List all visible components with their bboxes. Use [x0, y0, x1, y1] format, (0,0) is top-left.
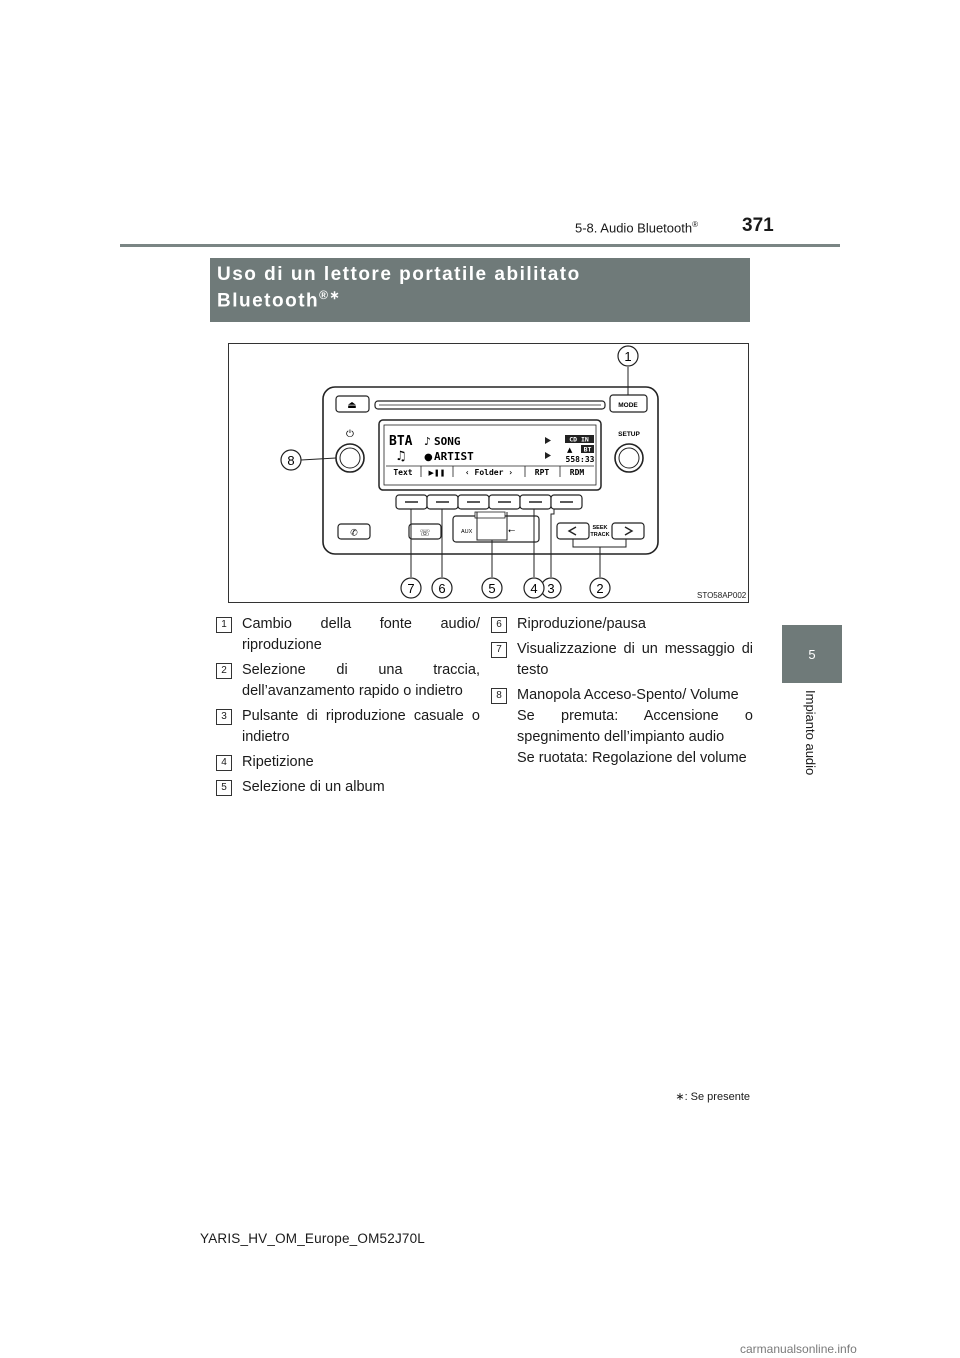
- section-title-box: [210, 258, 750, 322]
- chapter-tab[interactable]: 5: [782, 625, 842, 683]
- eject-icon: ⏏: [347, 400, 357, 411]
- callout-6: 6: [438, 581, 446, 596]
- legend-item: [491, 614, 753, 635]
- display-song: SONG: [434, 435, 461, 448]
- display-time: 558:33: [565, 455, 595, 464]
- legend-number: 4: [216, 755, 232, 771]
- legend-item: [491, 685, 753, 769]
- page-number: 371: [742, 215, 774, 236]
- legend-text: Selezione di una traccia, dell’avanzamento rapido o indietro: [242, 662, 480, 699]
- preset-buttons[interactable]: [396, 495, 582, 509]
- callout-5: 5: [488, 581, 496, 596]
- display-source: BTA: [389, 434, 413, 449]
- legend-item: [216, 614, 480, 656]
- legend-number: 8: [491, 688, 507, 704]
- callout-7: 7: [407, 581, 415, 596]
- audio-unit-illustration: [229, 344, 748, 602]
- legend-text: Cambio della fonte audio/ riproduzione: [242, 616, 480, 653]
- legend-number: 5: [216, 780, 232, 796]
- seek-back-button[interactable]: [557, 523, 589, 539]
- legend-item: [216, 777, 480, 798]
- menu-rpt: RPT: [534, 468, 550, 477]
- figure-code: STO58AP002: [697, 591, 747, 600]
- watermark[interactable]: carmanualsonline.info: [740, 1342, 857, 1356]
- legend-text: Manopola Acceso-Spento/ Volume: [517, 687, 739, 703]
- legend-item: [216, 752, 480, 773]
- cd-in-indicator: CD IN: [569, 435, 589, 444]
- legend-number: 3: [216, 709, 232, 725]
- footer-code: YARIS_HV_OM_Europe_OM52J70L: [200, 1231, 426, 1246]
- signal-icon: ▲: [567, 446, 573, 454]
- callout-1: 1: [624, 349, 632, 364]
- legend-list-left: [216, 614, 480, 802]
- header-rule: [120, 244, 840, 247]
- legend-text: Ripetizione: [242, 754, 314, 770]
- header-section-title: 5-8. Audio Bluetooth®: [575, 220, 698, 236]
- legend-item: [216, 660, 480, 702]
- legend-text: Selezione di un album: [242, 779, 385, 795]
- seek-label: SEEK: [592, 525, 608, 531]
- music-icon: ♫: [395, 449, 407, 464]
- legend-text: Pulsante di riproduzione casuale o indietro: [242, 708, 480, 745]
- track-label: TRACK: [590, 532, 610, 538]
- mode-label: MODE: [618, 402, 638, 409]
- audio-unit-figure: [228, 343, 749, 603]
- legend-list-right: [491, 614, 753, 773]
- menu-folder: ‹ Folder ›: [464, 468, 514, 477]
- phone-icon: ✆: [350, 528, 358, 539]
- section-title-line1: Uso di un lettore portatile abilitato: [217, 264, 581, 285]
- legend-text: Riproduzione/pausa: [517, 616, 646, 632]
- hangup-icon: ☏: [419, 528, 431, 539]
- callout-8: 8: [287, 453, 295, 468]
- asterisk-icon: ∗: [675, 1091, 685, 1103]
- usb-icon: ⭠: [508, 526, 516, 536]
- seek-forward-button[interactable]: [612, 523, 644, 539]
- menu-rdm: RDM: [569, 468, 585, 477]
- callout-3: 3: [547, 581, 555, 596]
- setup-label: SETUP: [618, 431, 640, 438]
- legend-number: 1: [216, 617, 232, 633]
- note-icon: ♪: [424, 435, 432, 448]
- legend-number: 6: [491, 617, 507, 633]
- power-icon: ⏻: [346, 429, 354, 440]
- chapter-label: Impianto audio: [803, 690, 818, 776]
- menu-text: Text: [393, 468, 413, 477]
- footnote: ∗: Se presente: [675, 1091, 750, 1103]
- section-title-line2: Bluetooth®∗: [217, 288, 342, 312]
- legend-detail: Se ruotata: Regolazione del volume: [517, 750, 747, 766]
- legend-detail: Se premuta: Accensione o spegnimento dell’impianto audio: [517, 708, 753, 745]
- display-artist: ARTIST: [434, 450, 474, 463]
- legend-item: [491, 639, 753, 681]
- aux-label: AUX: [461, 529, 473, 535]
- legend-number: 2: [216, 663, 232, 679]
- legend-text: Visualizzazione di un messaggio di testo: [517, 641, 753, 678]
- menu-play-pause: ▶❚❚: [428, 469, 446, 477]
- callout-4: 4: [530, 581, 538, 596]
- legend-item: [216, 706, 480, 748]
- callout-2: 2: [596, 581, 604, 596]
- artist-icon: ●: [424, 452, 433, 463]
- legend-number: 7: [491, 642, 507, 658]
- bt-indicator: BT: [583, 445, 592, 454]
